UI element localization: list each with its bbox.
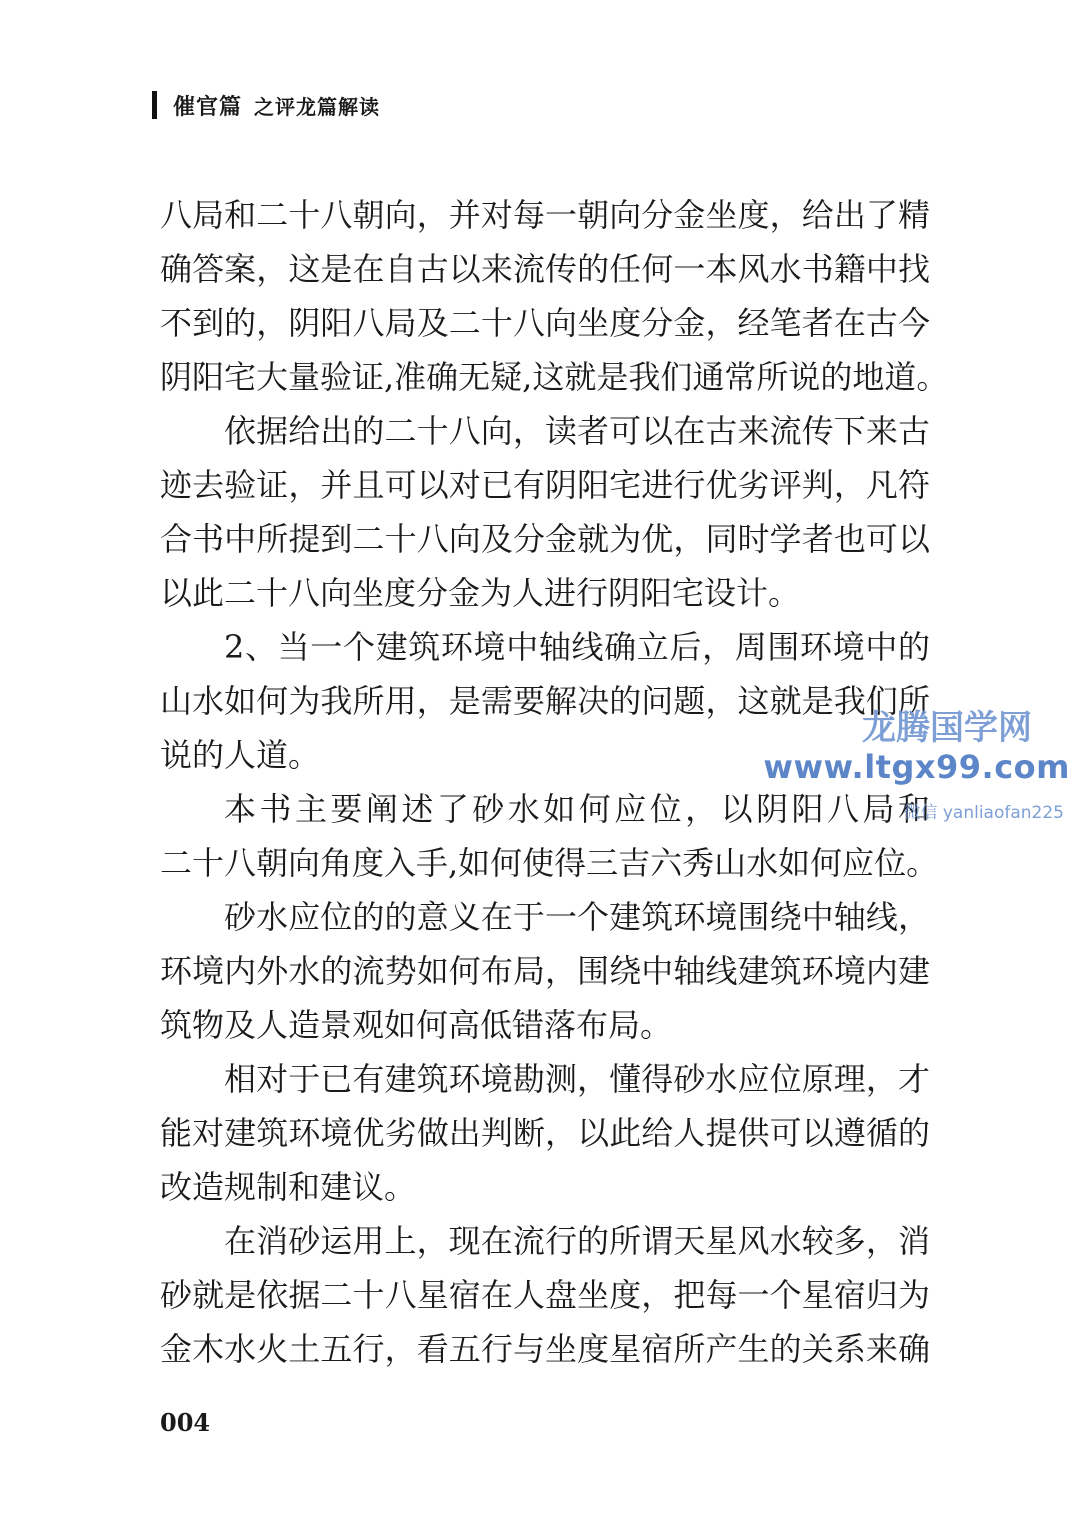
text-line: 能对建筑环境优劣做出判断，以此给人提供可以遵循的 <box>160 1114 930 1152</box>
text-line: 不到的，阴阳八局及二十八向坐度分金，经笔者在古今 <box>160 304 930 342</box>
watermark-site-name: 龙腾国学网 <box>862 708 1032 748</box>
text-line: 相对于已有建筑环境勘测，懂得砂水应位原理，才 <box>224 1060 930 1098</box>
text-line: 在消砂运用上，现在流行的所谓天星风水较多，消 <box>224 1222 930 1260</box>
text-line: 山水如何为我所用，是需要解决的问题，这就是我们所 <box>160 682 930 720</box>
text-line: 合书中所提到二十八向及分金就为优，同时学者也可以 <box>160 520 930 558</box>
text-line: 2、当一个建筑环境中轴线确立后，周围环境中的 <box>224 628 930 666</box>
text-line: 八局和二十八朝向，并对每一朝向分金坐度，给出了精 <box>160 196 930 234</box>
header-section-title: 之评龙篇解读 <box>254 94 381 119</box>
paragraph <box>160 404 930 620</box>
header-bar <box>152 91 157 119</box>
text-line: 阴阳宅大量验证,准确无疑,这就是我们通常所说的地道。 <box>160 358 949 396</box>
text-line: 改造规制和建议。 <box>160 1168 417 1206</box>
paragraph <box>160 1214 930 1376</box>
paragraph <box>160 890 930 1052</box>
text-line: 二十八朝向角度入手,如何使得三吉六秀山水如何应位。 <box>160 844 939 882</box>
text-line: 砂就是依据二十八星宿在人盘坐度，把每一个星宿归为 <box>160 1276 930 1314</box>
text-line: 本书主要阐述了砂水如何应位，以阴阳八局和 <box>224 790 930 828</box>
paragraph <box>160 188 949 404</box>
text-line: 以此二十八向坐度分金为人进行阴阳宅设计。 <box>160 574 801 612</box>
text-line: 确答案，这是在自古以来流传的任何一本风水书籍中找 <box>160 250 930 288</box>
text-line: 砂水应位的的意义在于一个建筑环境围绕中轴线， <box>224 898 930 936</box>
text-line: 依据给出的二十八向，读者可以在古来流传下来古 <box>224 412 930 450</box>
paragraph <box>160 1052 930 1214</box>
text-line: 金木水火土五行，看五行与坐度星宿所产生的关系来确 <box>160 1330 930 1368</box>
text-line: 迹去验证，并且可以对已有阴阳宅进行优劣评判，凡符 <box>160 466 930 504</box>
watermark-url: www.ltgx99.com <box>763 748 1070 786</box>
text-line: 说的人道。 <box>160 736 321 774</box>
running-header <box>152 88 380 122</box>
paragraph <box>160 782 939 890</box>
text-line: 筑物及人造景观如何高低错落布局。 <box>160 1006 673 1044</box>
page-number: 004 <box>160 1408 211 1437</box>
header-book-title: 催官篇 <box>173 94 243 120</box>
text-line: 环境内外水的流势如何布局，围绕中轴线建筑环境内建 <box>160 952 930 990</box>
watermark-contact: 微信 yanliaofan225 <box>903 803 1064 823</box>
